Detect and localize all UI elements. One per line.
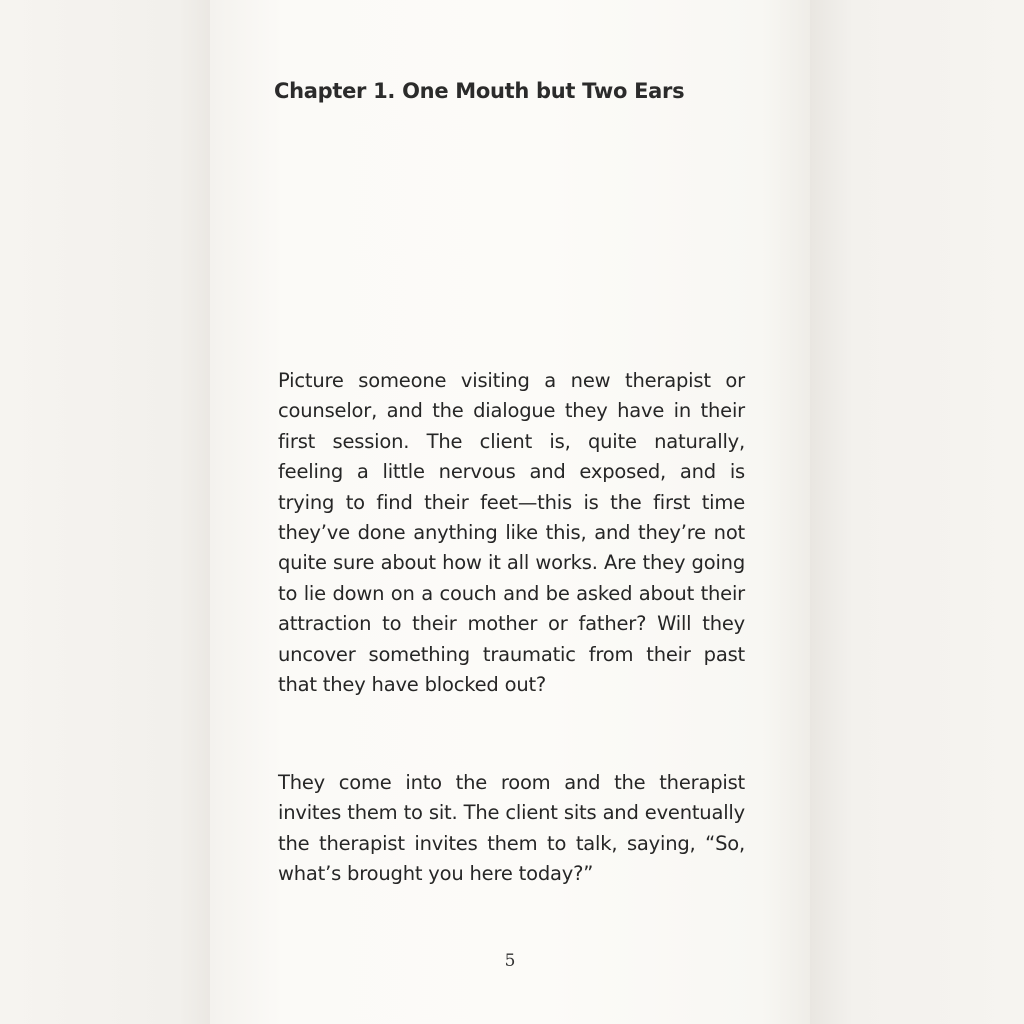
paragraph-2: They come into the room and the therapist invites them to sit. The client sits and eventually the therapist invites them to talk, saying, “So, what’s brought you here today?” xyxy=(278,771,745,886)
page-number: 5 xyxy=(504,951,516,971)
background-right xyxy=(810,0,1024,1024)
chapter-title: Chapter 1. One Mouth but Two Ears xyxy=(274,79,685,103)
paragraph-1: Picture someone visiting a new therapist or counselor, and the dialogue they have in their first session. The client is, quite naturally, feeling a little nervous and exposed, and is trying to find their feet—this is the first time they’ve done anything like this, and they’re not quite sure about how it all works. Are they going to lie down on a couch and be asked about their attraction to their mother or father? Will they uncover something traumatic from their past that they have blocked out? xyxy=(278,369,745,697)
background-left xyxy=(0,0,210,1024)
